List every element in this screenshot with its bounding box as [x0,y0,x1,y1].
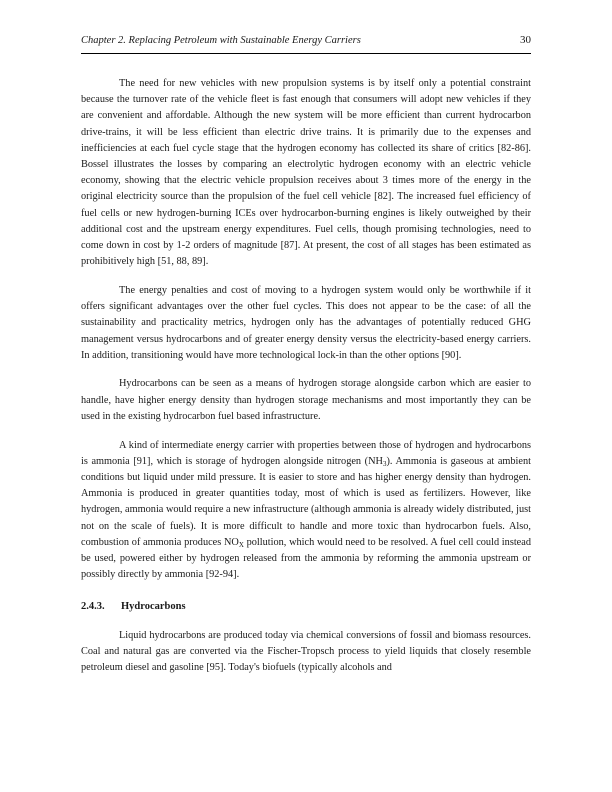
paragraph-1: The need for new vehicles with new propulsion systems is by itself only a potential constraint because the turnover rate of the vehicle fleet is fast enough that consumers will adopt new vehicles if they are convenient and affordable. Although the new system will be more efficient than current hydrocarbon drive-trains, it will be less efficient than electric drive trains. It is primarily due to the expenses and inefficiencies at each fuel cycle stage that the hydrogen economy has collected its share of critics [82-86]. Bossel illustrates the losses by comparing an electrolytic hydrogen economy with an electric vehicle economy, showing that the electric vehicle propulsion receives about 3 times more of the energy in the original electricity source than the propulsion of the fuel cell vehicle [82]. The increased fuel efficiency of fuel cells or new hydrogen-burning ICEs over hydrocarbon-burning engines is likely outweighed by their additional cost and the upstream energy expenditures. Fuel cells, though promising technologies, need to come down in cost by 1-2 orders of magnitude [87]. At present, the cost of all stages has been estimated as prohibitively high [51, 88, 89]. [81,78,531,268]
paragraph-3: Hydrocarbons can be seen as a means of hydrogen storage alongside carbon which are easier to handle, have higher energy density than hydrogen storage mechanisms and most importantly they can be used in the existing hydrocarbon fuel based infrastructure. [81,378,531,422]
section-number: 2.4.3. [81,601,105,613]
paragraph-2: The energy penalties and cost of moving to a hydrogen system would only be worthwhile if it offers significant advantages over the other fuel cycles. This does not appear to be the case: of all the sustainability and practicality metrics, hydrogen only has the advantages of potentially reduced GHG management versus hydrocarbons and of greater energy density versus the electricity-based energy carriers. In addition, transitioning would have more technological lock-in than the other options [90]. [81,284,531,361]
paragraph-4 [81,438,531,584]
paragraph-4-part-3: pollution, which would need to be resolved. A fuel cell could instead be used, powered either by hydrogen released from the ammonia by reforming the ammonia upstream or possibly directly by ammonia [92-94]. [81,536,531,581]
paragraph-5: Liquid hydrocarbons are produced today via chemical conversions of fossil and biomass resources. Coal and natural gas are converted via the Fischer-Tropsch process to yield liquids that closely resemble petroleum diesel and gasoline [95]. Today's biofuels (typically alcohols and [81,629,531,673]
paragraph-4-part-2: ). Ammonia is gaseous at ambient conditions but liquid under mild pressure. It is easier to store and has higher energy density than hydrogen. Ammonia is produced in greater quantities today, most of which is used as fertilizers. However, like hydrogen, ammonia would require a new infrastructure (although ammonia is already widely distributed, just not on the scale of fuels). It is more difficult to handle and more toxic than hydrocarbon fuels. Also, combustion of ammonia produces NO [81,455,531,548]
body-text [81,76,531,689]
nox-subscript: X [238,540,244,549]
header-rule [81,53,531,54]
section-heading [81,599,531,615]
section-title: Hydrocarbons [121,601,186,613]
paragraph-4-part-1: A kind of intermediate energy carrier with properties between those of hydrogen and hydrocarbons is ammonia [91], which is storage of hydrogen alongside nitrogen (NH [81,439,531,467]
running-header [81,34,531,50]
chapter-title: Chapter 2. Replacing Petroleum with Sustainable Energy Carriers [81,35,361,46]
page-number: 30 [520,34,531,46]
nh3-subscript: 3 [382,459,387,468]
